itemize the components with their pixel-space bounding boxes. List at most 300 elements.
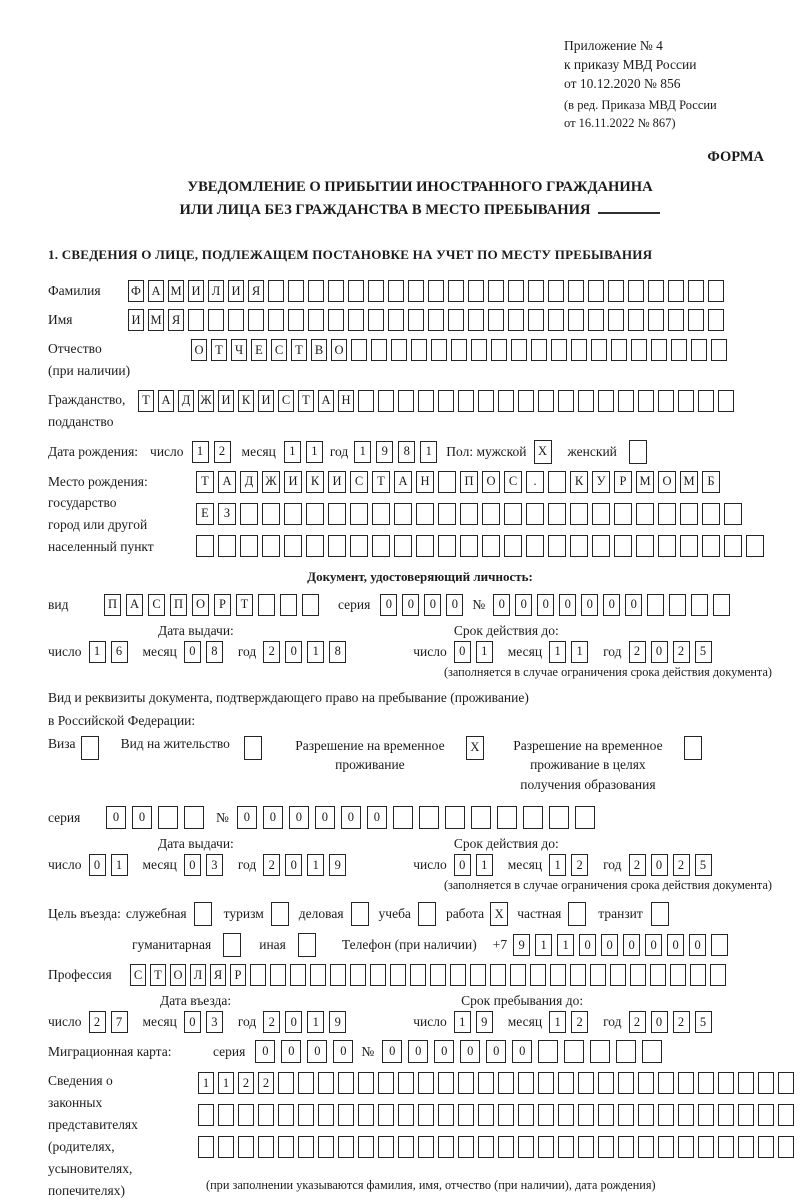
char-box: Б	[702, 471, 720, 493]
id-issue-date-group: число 1 6 месяц 0 8 год 2 0 1 8	[48, 641, 361, 663]
char-box	[630, 964, 646, 986]
char-box	[638, 1136, 654, 1158]
visa-label: Виза	[48, 735, 76, 751]
patronymic-boxes	[191, 339, 731, 361]
char-box	[688, 280, 704, 302]
representatives-boxes	[198, 1072, 798, 1193]
char-box: С	[350, 471, 368, 493]
char-box	[508, 280, 524, 302]
char-box: 1	[420, 441, 437, 463]
char-box: 0	[434, 1040, 454, 1063]
residence-doc-line-2: в Российской Федерации:	[48, 712, 196, 728]
char-box	[460, 535, 478, 557]
char-box	[318, 1136, 334, 1158]
char-box	[378, 1072, 394, 1094]
char-box	[248, 309, 264, 331]
appendix-line: Приложение № 4	[564, 38, 663, 53]
char-box	[651, 339, 667, 361]
char-box	[702, 503, 720, 525]
char-box	[184, 806, 204, 829]
purpose-official-label: служебная	[125, 906, 187, 922]
char-box	[393, 806, 413, 829]
char-box: И	[128, 309, 144, 331]
purpose-other-label: иная	[259, 937, 286, 953]
order-date-line: от 10.12.2020 № 856	[564, 76, 681, 92]
char-box	[614, 503, 632, 525]
permit-number-sign: №	[216, 809, 229, 825]
char-box: 0	[132, 806, 152, 829]
temp-residence-edu-checkbox	[684, 736, 706, 760]
char-box	[610, 964, 626, 986]
char-box: 0	[184, 1011, 201, 1033]
char-box: 0	[424, 594, 441, 616]
char-box	[194, 902, 212, 926]
char-box	[551, 339, 567, 361]
char-box	[568, 309, 584, 331]
char-box: М	[680, 471, 698, 493]
char-box	[448, 309, 464, 331]
char-box	[262, 535, 280, 557]
char-box	[691, 339, 707, 361]
char-box	[418, 1104, 434, 1126]
char-box	[218, 535, 236, 557]
purpose-official-checkbox	[194, 902, 216, 926]
char-box	[523, 806, 543, 829]
char-box	[636, 535, 654, 557]
char-box	[318, 1104, 334, 1126]
char-box	[592, 503, 610, 525]
char-box: О	[170, 964, 186, 986]
profession-row	[48, 964, 792, 986]
entry-purpose-row-2	[48, 933, 792, 957]
char-box	[511, 339, 527, 361]
doc-type-boxes	[104, 594, 324, 616]
char-box	[538, 1040, 558, 1063]
char-box	[504, 503, 522, 525]
char-box	[290, 964, 306, 986]
char-box: 0	[315, 806, 335, 829]
char-box: X	[466, 736, 484, 760]
char-box	[351, 902, 369, 926]
char-box: Н	[416, 471, 434, 493]
permit-issue-day-boxes	[89, 854, 133, 876]
char-box	[388, 280, 404, 302]
char-box	[368, 280, 384, 302]
char-box: Ч	[231, 339, 247, 361]
permit-valid-date-group: число 0 1 месяц 1 2 год 2 0 2 5	[413, 854, 726, 876]
char-box	[669, 594, 686, 616]
char-box: Д	[240, 471, 258, 493]
char-box: Т	[291, 339, 307, 361]
purpose-tourism-checkbox	[271, 902, 293, 926]
char-box: 0	[237, 806, 257, 829]
char-box: 2	[673, 641, 690, 663]
char-box	[418, 1136, 434, 1158]
char-box: 0	[603, 594, 620, 616]
char-box: 2	[89, 1011, 106, 1033]
char-box	[570, 964, 586, 986]
char-box	[348, 280, 364, 302]
char-box	[288, 309, 304, 331]
char-box	[81, 736, 99, 760]
phone-prefix: +7	[492, 937, 508, 953]
char-box: П	[170, 594, 187, 616]
char-box	[488, 309, 504, 331]
residence-permit-label: Вид на жительство	[120, 735, 230, 751]
char-box: С	[148, 594, 165, 616]
char-box	[288, 280, 304, 302]
char-box	[298, 1136, 314, 1158]
patronymic-label: Отчество (при наличии)	[48, 341, 131, 379]
char-box	[618, 1136, 634, 1158]
char-box: А	[126, 594, 143, 616]
citizenship-row	[48, 389, 792, 433]
birthplace-row-3	[196, 535, 768, 557]
char-box	[491, 339, 507, 361]
char-box	[548, 503, 566, 525]
char-box	[270, 964, 286, 986]
id-issue-date-label: Дата выдачи:	[158, 622, 234, 638]
char-box: 1	[549, 641, 566, 663]
char-box	[378, 1136, 394, 1158]
representatives-row-3	[198, 1136, 798, 1158]
char-box	[698, 1104, 714, 1126]
char-box: 1	[476, 854, 493, 876]
char-box	[208, 309, 224, 331]
char-box: Т	[138, 390, 154, 412]
char-box	[416, 503, 434, 525]
char-box: С	[504, 471, 522, 493]
char-box: Л	[208, 280, 224, 302]
char-box: Р	[230, 964, 246, 986]
char-box	[350, 535, 368, 557]
char-box: Т	[372, 471, 390, 493]
char-box	[648, 309, 664, 331]
char-box	[746, 535, 764, 557]
char-box: 9	[329, 1011, 346, 1033]
char-box	[240, 503, 258, 525]
char-box: К	[570, 471, 588, 493]
char-box: X	[534, 440, 552, 464]
char-box	[445, 806, 465, 829]
char-box	[284, 535, 302, 557]
char-box	[398, 1104, 414, 1126]
char-box	[196, 535, 214, 557]
char-box	[419, 806, 439, 829]
temp-residence-edu-label: Разрешение на временное проживание в целях получения образования	[513, 737, 663, 792]
char-box	[478, 390, 494, 412]
char-box: П	[104, 594, 121, 616]
char-box	[698, 1136, 714, 1158]
char-box: 2	[571, 854, 588, 876]
char-box	[698, 390, 714, 412]
sex-female-label: женский	[567, 443, 617, 459]
char-box	[430, 964, 446, 986]
char-box: 0	[285, 641, 302, 663]
citizenship-label: Гражданство, подданство	[48, 391, 126, 429]
char-box	[428, 280, 444, 302]
residence-permit-checkbox	[244, 736, 266, 760]
char-box	[410, 964, 426, 986]
char-box: Т	[150, 964, 166, 986]
char-box	[738, 1072, 754, 1094]
char-box	[588, 309, 604, 331]
char-box	[575, 806, 595, 829]
char-box	[418, 1072, 434, 1094]
char-box	[391, 339, 407, 361]
birth-month-boxes	[284, 441, 328, 463]
mk-series-label: серия	[213, 1043, 246, 1059]
char-box	[678, 390, 694, 412]
char-box	[238, 1104, 254, 1126]
permit-issue-month-boxes	[184, 854, 228, 876]
char-box	[258, 1136, 274, 1158]
residence-doc-options-row	[48, 736, 792, 795]
char-box	[680, 503, 698, 525]
char-box: 9	[513, 934, 530, 956]
char-box	[482, 535, 500, 557]
char-box: 0	[89, 854, 106, 876]
char-box	[458, 390, 474, 412]
char-box	[498, 1072, 514, 1094]
char-box: 8	[329, 641, 346, 663]
char-box	[470, 964, 486, 986]
char-box	[570, 535, 588, 557]
name-boxes	[128, 309, 728, 331]
char-box: 0	[623, 934, 640, 956]
purpose-other-checkbox	[298, 933, 320, 957]
char-box	[498, 390, 514, 412]
char-box: 1	[111, 854, 128, 876]
sex-female-checkbox	[629, 440, 651, 464]
birthplace-block	[48, 471, 792, 567]
char-box: 7	[111, 1011, 128, 1033]
char-box: М	[148, 309, 164, 331]
birth-date-row	[48, 440, 792, 464]
char-box	[598, 1104, 614, 1126]
char-box	[280, 594, 297, 616]
char-box	[558, 1104, 574, 1126]
name-label: Имя	[48, 312, 73, 328]
char-box	[708, 309, 724, 331]
char-box	[418, 902, 436, 926]
char-box	[298, 933, 316, 957]
char-box	[284, 503, 302, 525]
char-box: 0	[446, 594, 463, 616]
char-box	[318, 1072, 334, 1094]
char-box	[198, 1136, 214, 1158]
char-box	[578, 1136, 594, 1158]
form-title	[48, 176, 792, 221]
char-box	[638, 1104, 654, 1126]
char-box: 0	[515, 594, 532, 616]
char-box: 0	[106, 806, 126, 829]
entry-date-headers	[48, 993, 792, 1009]
char-box	[636, 503, 654, 525]
char-box	[598, 1136, 614, 1158]
order-line: к приказу МВД России	[564, 57, 697, 73]
char-box: И	[284, 471, 302, 493]
char-box	[710, 964, 726, 986]
char-box	[271, 902, 289, 926]
char-box	[471, 339, 487, 361]
purpose-business-checkbox	[351, 902, 373, 926]
purpose-study-label: учеба	[378, 906, 411, 922]
char-box	[223, 933, 241, 957]
char-box	[498, 1136, 514, 1158]
char-box: 2	[263, 641, 280, 663]
char-box: 0	[651, 854, 668, 876]
char-box	[438, 471, 456, 493]
char-box	[158, 806, 178, 829]
char-box: 6	[111, 641, 128, 663]
char-box: 0	[579, 934, 596, 956]
char-box: 2	[238, 1072, 254, 1094]
char-box	[578, 1072, 594, 1094]
char-box	[618, 390, 634, 412]
char-box	[372, 535, 390, 557]
char-box	[350, 964, 366, 986]
char-box	[482, 503, 500, 525]
purpose-humanitarian-label: гуманитарная	[132, 937, 212, 953]
char-box	[548, 309, 564, 331]
char-box: 0	[651, 641, 668, 663]
char-box	[518, 1104, 534, 1126]
id-valid-until-label: Срок действия до:	[453, 622, 559, 638]
char-box: М	[168, 280, 184, 302]
char-box	[758, 1104, 774, 1126]
id-issue-day-boxes	[89, 641, 133, 663]
char-box	[498, 1104, 514, 1126]
char-box	[711, 934, 728, 956]
char-box	[549, 806, 569, 829]
char-box	[394, 503, 412, 525]
char-box: 1	[557, 934, 574, 956]
char-box: 9	[376, 441, 393, 463]
char-box: Т	[236, 594, 253, 616]
char-box: 0	[333, 1040, 353, 1063]
char-box: 0	[601, 934, 618, 956]
surname-boxes	[128, 280, 728, 302]
char-box: 0	[460, 1040, 480, 1063]
char-box	[198, 1104, 214, 1126]
char-box: 2	[263, 1011, 280, 1033]
id-dates-row	[48, 641, 792, 663]
char-box: 0	[689, 934, 706, 956]
char-box	[718, 1072, 734, 1094]
char-box	[592, 535, 610, 557]
char-box: К	[306, 471, 324, 493]
birthplace-row-2	[196, 503, 768, 525]
char-box	[538, 390, 554, 412]
purpose-tourism-label: туризм	[223, 906, 264, 922]
purpose-work-checkbox	[490, 902, 512, 926]
char-box	[618, 1104, 634, 1126]
char-box	[438, 503, 456, 525]
char-box: 9	[329, 854, 346, 876]
char-box	[648, 280, 664, 302]
char-box	[338, 1136, 354, 1158]
char-box: 0	[255, 1040, 275, 1063]
char-box	[308, 309, 324, 331]
char-box: Н	[338, 390, 354, 412]
char-box: 1	[307, 1011, 324, 1033]
char-box	[416, 535, 434, 557]
char-box: 0	[382, 1040, 402, 1063]
char-box: А	[158, 390, 174, 412]
purpose-work-label: работа	[445, 906, 485, 922]
char-box	[468, 309, 484, 331]
id-issue-month-boxes	[184, 641, 228, 663]
permit-series-boxes	[106, 806, 210, 829]
char-box: 0	[512, 1040, 532, 1063]
char-box	[258, 1104, 274, 1126]
char-box	[588, 280, 604, 302]
char-box	[678, 1072, 694, 1094]
char-box	[298, 1104, 314, 1126]
char-box: Л	[190, 964, 206, 986]
char-box: 5	[695, 1011, 712, 1033]
char-box	[358, 1136, 374, 1158]
permit-issue-date-group: число 0 1 месяц 0 3 год 2 0 1 9	[48, 854, 361, 876]
char-box	[238, 1136, 254, 1158]
permit-validity-note: (заполняется в случае ограничения срока действия документа)	[443, 878, 772, 893]
permit-dates-row	[48, 854, 792, 876]
char-box: 0	[367, 806, 387, 829]
char-box	[244, 736, 262, 760]
char-box: 0	[645, 934, 662, 956]
char-box	[558, 1072, 574, 1094]
section-1-heading: 1. СВЕДЕНИЯ О ЛИЦЕ, ПОДЛЕЖАЩЕМ ПОСТАНОВКЕ НА УЧЕТ ПО МЕСТУ ПРЕБЫВАНИЯ	[48, 247, 653, 263]
id-issue-year-boxes	[263, 641, 351, 663]
phone-label: Телефон (при наличии)	[341, 937, 477, 953]
char-box	[268, 280, 284, 302]
char-box	[371, 339, 387, 361]
entry-date-label: Дата въезда:	[160, 993, 232, 1009]
char-box	[590, 964, 606, 986]
permit-valid-until-label: Срок действия до:	[453, 836, 559, 852]
permit-series-row	[48, 806, 792, 829]
char-box	[778, 1104, 794, 1126]
char-box: 0	[285, 854, 302, 876]
char-box	[258, 594, 275, 616]
char-box: 1	[306, 441, 323, 463]
char-box	[250, 964, 266, 986]
char-box	[240, 535, 258, 557]
char-box	[338, 1072, 354, 1094]
char-box	[448, 280, 464, 302]
form-label: ФОРМА	[707, 148, 764, 165]
char-box	[564, 1040, 584, 1063]
char-box	[490, 964, 506, 986]
char-box: 0	[380, 594, 397, 616]
amendment-line-1: (в ред. Приказа МВД России	[564, 98, 717, 113]
char-box	[691, 594, 708, 616]
char-box	[738, 1136, 754, 1158]
char-box: 0	[307, 1040, 327, 1063]
char-box	[738, 1104, 754, 1126]
char-box: С	[278, 390, 294, 412]
char-box: Е	[196, 503, 214, 525]
char-box	[378, 1104, 394, 1126]
profession-boxes	[130, 964, 730, 986]
birth-date-label: Дата рождения:	[48, 443, 139, 459]
permit-valid-year-boxes	[629, 854, 717, 876]
char-box: 5	[695, 641, 712, 663]
char-box	[428, 309, 444, 331]
char-box: О	[658, 471, 676, 493]
char-box	[528, 309, 544, 331]
